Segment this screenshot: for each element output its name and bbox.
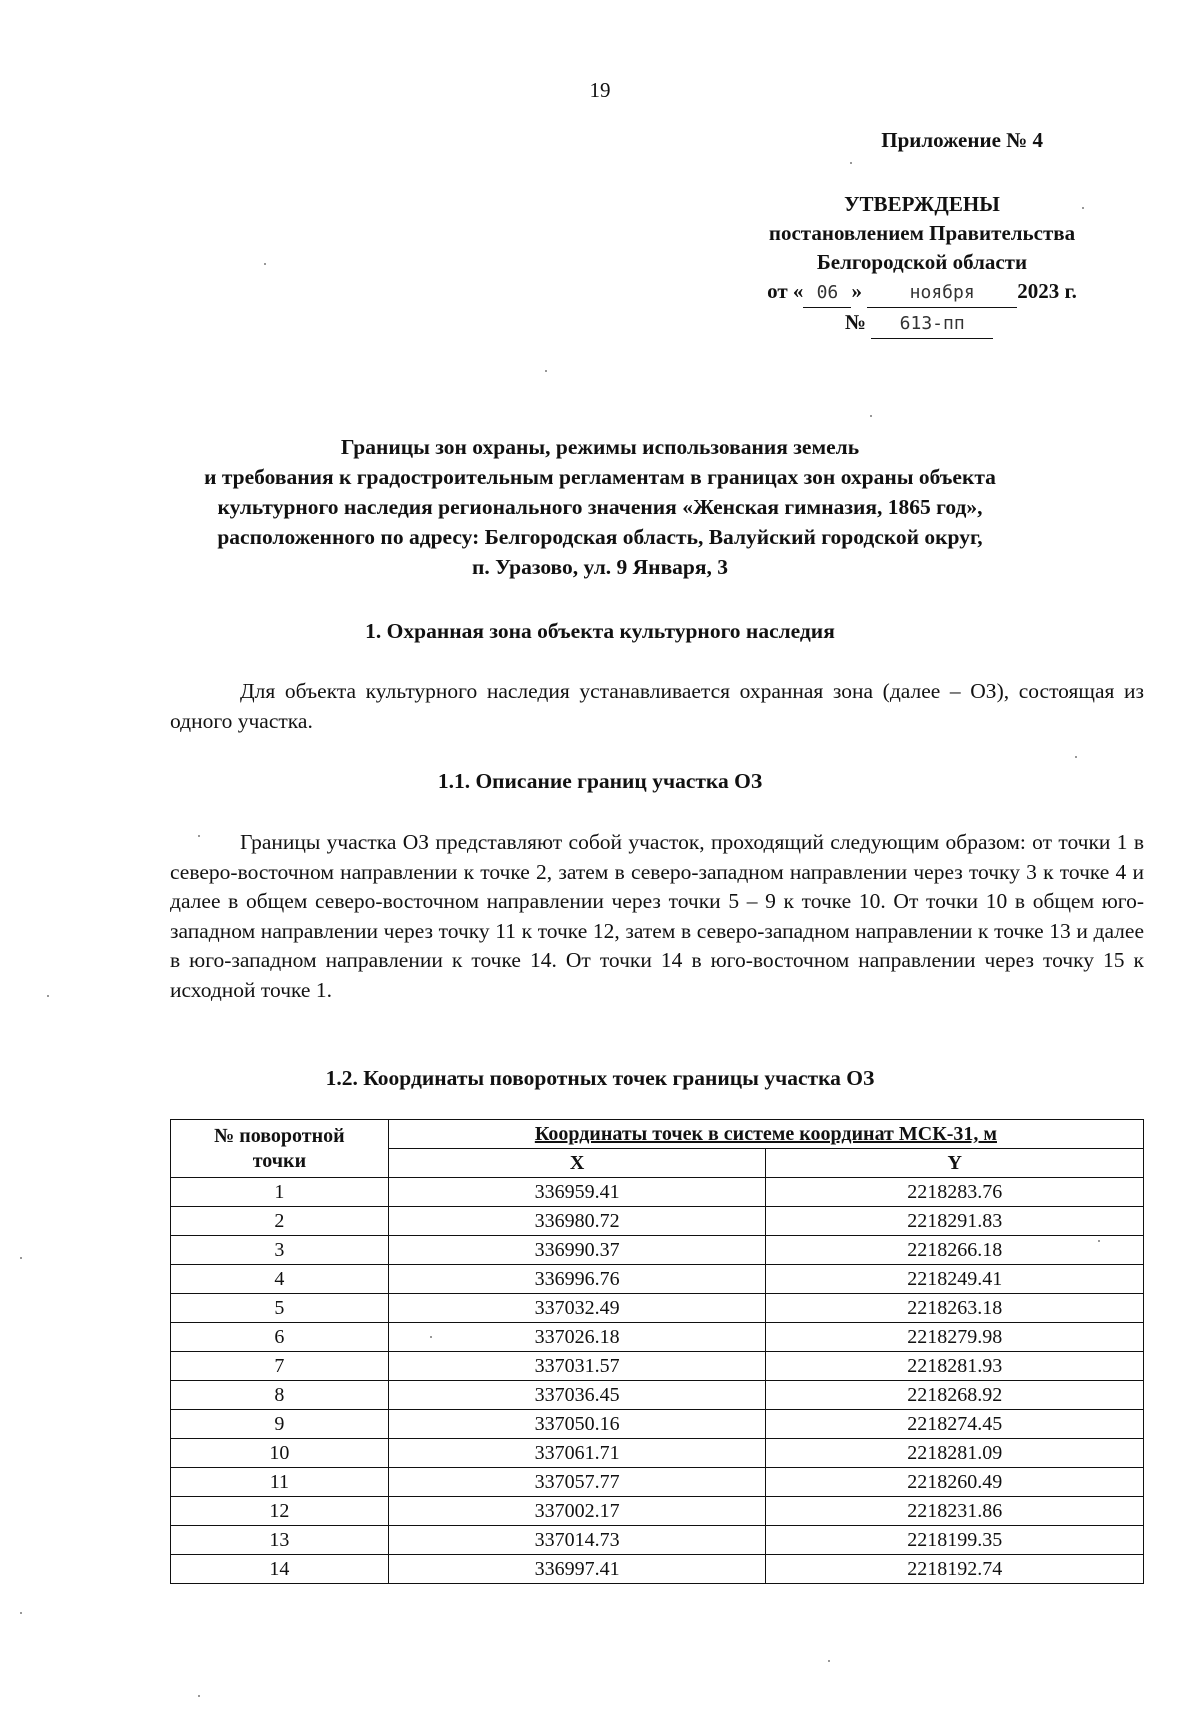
x-coordinate-cell: 336980.72 [388, 1207, 766, 1236]
appendix-label: Приложение № 4 [881, 128, 1043, 152]
date-month: ноября [867, 278, 1017, 308]
scan-speck [264, 263, 266, 265]
approval-heading: УТВЕРЖДЕНЫ [844, 192, 1000, 216]
x-coordinate-cell: 337057.77 [388, 1468, 766, 1497]
table-row [171, 1323, 1144, 1352]
x-coordinate-cell: 336996.76 [388, 1265, 766, 1294]
x-coordinate-cell: 336997.41 [388, 1555, 766, 1584]
point-number-cell: 9 [171, 1410, 389, 1439]
table-row [171, 1207, 1144, 1236]
y-coordinate-cell: 2218283.76 [766, 1178, 1144, 1207]
number-prefix: № [844, 310, 866, 334]
point-number-cell: 13 [171, 1526, 389, 1555]
x-coordinate-cell: 336959.41 [388, 1178, 766, 1207]
header-point-line-2: точки [252, 1149, 307, 1172]
y-coordinate-cell: 2218291.83 [766, 1207, 1144, 1236]
scan-speck [47, 995, 49, 997]
table-row [171, 1410, 1144, 1439]
x-coordinate-cell: 337002.17 [388, 1497, 766, 1526]
scan-speck [20, 1612, 22, 1614]
title-line: расположенного по адресу: Белгородская область, Валуйский городской округ, [217, 525, 983, 549]
x-coordinate-cell: 337026.18 [388, 1323, 766, 1352]
point-number-cell: 4 [171, 1265, 389, 1294]
title-line: Границы зон охраны, режимы использования земель [340, 435, 860, 459]
table-row [171, 1294, 1144, 1323]
scan-speck [1075, 756, 1077, 758]
approval-line-1: постановлением Правительства [768, 221, 1076, 245]
scan-speck [828, 1660, 830, 1662]
date-year: 2023 г. [1017, 279, 1077, 303]
y-coordinate-cell: 2218266.18 [766, 1236, 1144, 1265]
y-coordinate-cell: 2218274.45 [766, 1410, 1144, 1439]
table-row [171, 1555, 1144, 1584]
title-line: культурного наследия регионального значения «Женская гимназия, 1865 год», [217, 495, 983, 519]
x-coordinate-cell: 336990.37 [388, 1236, 766, 1265]
title-line: и требования к градостроительным регламентам в границах зон охраны объекта [204, 465, 996, 489]
x-coordinate-cell: 337061.71 [388, 1439, 766, 1468]
y-coordinate-cell: 2218260.49 [766, 1468, 1144, 1497]
number-value: 613-пп [871, 309, 993, 339]
header-point-number [171, 1120, 389, 1178]
x-coordinate-cell: 337031.57 [388, 1352, 766, 1381]
y-coordinate-cell: 2218279.98 [766, 1323, 1144, 1352]
x-coordinate-cell: 337014.73 [388, 1526, 766, 1555]
header-coordinates-label: Координаты точек в системе координат МСК-31, м [534, 1123, 997, 1145]
scan-speck [1098, 1240, 1100, 1242]
header-point-line-1: № поворотной [214, 1124, 345, 1147]
scan-speck [545, 370, 547, 372]
header-y: Y [766, 1149, 1144, 1178]
point-number-cell: 5 [171, 1294, 389, 1323]
table-row [171, 1468, 1144, 1497]
y-coordinate-cell: 2218249.41 [766, 1265, 1144, 1294]
header-coordinates [388, 1120, 1143, 1149]
section-1-paragraph: Для объекта культурного наследия устанавливается охранная зона (далее – ОЗ), состоящая из одного участка. [170, 679, 1144, 733]
point-number-cell: 2 [171, 1207, 389, 1236]
section-1-2-title: 1.2. Координаты поворотных точек границы участка ОЗ [325, 1066, 875, 1090]
table-row [171, 1352, 1144, 1381]
x-coordinate-cell: 337036.45 [388, 1381, 766, 1410]
scan-speck [198, 835, 200, 837]
y-coordinate-cell: 2218263.18 [766, 1294, 1144, 1323]
table-row [171, 1497, 1144, 1526]
y-coordinate-cell: 2218231.86 [766, 1497, 1144, 1526]
table-row [171, 1178, 1144, 1207]
date-prefix: от « [767, 279, 804, 303]
point-number-cell: 12 [171, 1497, 389, 1526]
approval-block [712, 190, 1132, 339]
title-line: п. Уразово, ул. 9 Января, 3 [471, 555, 729, 579]
y-coordinate-cell: 2218199.35 [766, 1526, 1144, 1555]
scan-speck [20, 1257, 22, 1259]
y-coordinate-cell: 2218192.74 [766, 1555, 1144, 1584]
date-day: 06 [803, 278, 851, 308]
approval-number [712, 308, 1132, 339]
scan-speck [870, 415, 872, 417]
point-number-cell: 6 [171, 1323, 389, 1352]
scan-speck [1082, 207, 1084, 209]
section-1-1-text [170, 828, 1144, 1005]
x-coordinate-cell: 337032.49 [388, 1294, 766, 1323]
point-number-cell: 3 [171, 1236, 389, 1265]
approval-date [712, 277, 1132, 308]
coordinates-table [170, 1119, 1144, 1584]
table-row [171, 1236, 1144, 1265]
table-row [171, 1526, 1144, 1555]
y-coordinate-cell: 2218281.93 [766, 1352, 1144, 1381]
table-row [171, 1265, 1144, 1294]
y-coordinate-cell: 2218281.09 [766, 1439, 1144, 1468]
document-title [140, 432, 1060, 582]
table-row [171, 1439, 1144, 1468]
point-number-cell: 11 [171, 1468, 389, 1497]
section-1-1-title: 1.1. Описание границ участка ОЗ [437, 769, 763, 793]
point-number-cell: 8 [171, 1381, 389, 1410]
page-number: 19 [589, 78, 611, 102]
y-coordinate-cell: 2218268.92 [766, 1381, 1144, 1410]
point-number-cell: 14 [171, 1555, 389, 1584]
approval-line-2: Белгородской области [816, 250, 1028, 274]
section-1-title: 1. Охранная зона объекта культурного наследия [365, 619, 835, 643]
point-number-cell: 1 [171, 1178, 389, 1207]
scan-speck [198, 1695, 200, 1697]
section-1-1-paragraph: Границы участка ОЗ представляют собой участок, проходящий следующим образом: от точки 1 в северо-восточном направлении к точке 2, затем в северо-западном направлении через точку 3 к точке 4 и далее в общем северо-восточном направлении через точки 5 – 9 к точке 10. От точки 10 в общем юго-западном направлении через точку 11 к точке 12, затем в северо-западном направлении к точке 13 и далее в юго-западном направлении к точке 14. От точки 14 в юго-восточном направлении через точку 15 к исходной точке 1. [170, 830, 1144, 1002]
scan-speck [430, 1336, 432, 1338]
x-coordinate-cell: 337050.16 [388, 1410, 766, 1439]
table-row [171, 1381, 1144, 1410]
point-number-cell: 7 [171, 1352, 389, 1381]
header-x: X [388, 1149, 766, 1178]
date-mid: » [851, 279, 862, 303]
section-1-text [170, 677, 1144, 736]
point-number-cell: 10 [171, 1439, 389, 1468]
scan-speck [850, 162, 852, 164]
